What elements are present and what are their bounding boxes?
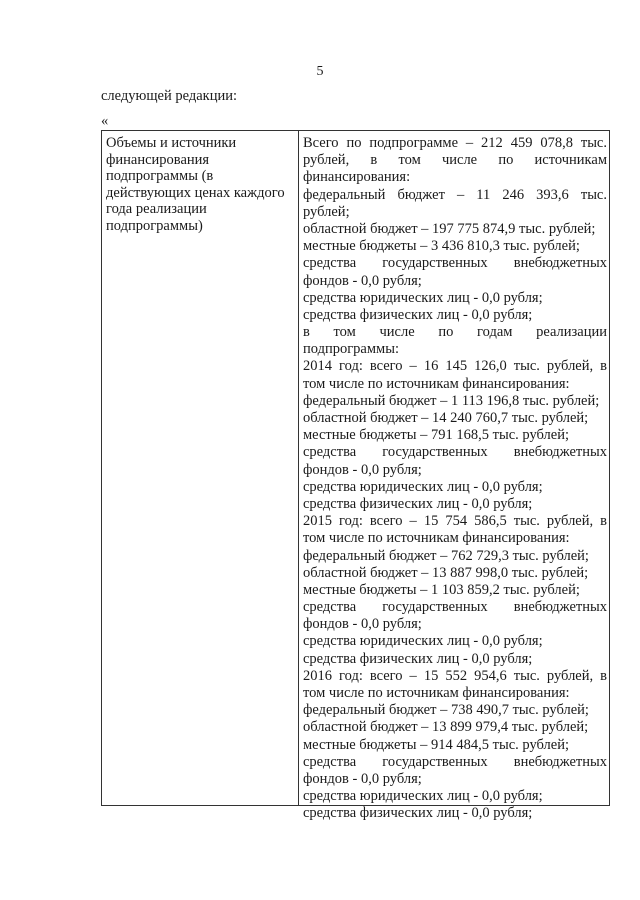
- right-cell-line: рублей;: [303, 203, 350, 220]
- right-cell-line: том числе по источникам финансирования:: [303, 375, 570, 392]
- right-cell-line: подпрограммы:: [303, 341, 399, 358]
- right-cell-line: средства физических лиц - 0,0 рубля;: [303, 306, 533, 323]
- right-cell-line: средства государственных внебюджетных: [303, 255, 607, 272]
- right-cell-line: федеральный бюджет – 762 729,3 тыс. рублей;: [303, 547, 589, 564]
- right-cell-line: местные бюджеты – 791 168,5 тыс. рублей;: [303, 427, 569, 444]
- left-cell-line: действующих ценах каждого: [106, 184, 285, 201]
- left-cell-line: Объемы и источники: [106, 135, 237, 151]
- right-cell-line: 2014 год: всего – 16 145 126,0 тыс. рублей, в: [303, 358, 607, 375]
- right-cell-line: местные бюджеты – 3 436 810,3 тыс. рублей;: [303, 238, 580, 255]
- left-cell-line: года реализации: [106, 201, 207, 217]
- right-cell-line: средства юридических лиц - 0,0 рубля;: [303, 788, 543, 805]
- right-cell-line: средства государственных внебюджетных: [303, 599, 607, 616]
- right-cell-line: фондов - 0,0 рубля;: [303, 616, 422, 633]
- right-cell-line: рублей, в том числе по источникам: [303, 152, 607, 169]
- left-cell-line: финансирования: [106, 151, 210, 168]
- table-right-cell: [303, 135, 607, 823]
- right-cell-line: Всего по подпрограмме – 212 459 078,8 тыс.: [303, 135, 607, 151]
- right-cell-line: 2015 год: всего – 15 754 586,5 тыс. рублей, в: [303, 513, 607, 530]
- right-cell-line: местные бюджеты – 914 484,5 тыс. рублей;: [303, 736, 569, 753]
- right-cell-line: том числе по источникам финансирования:: [303, 685, 570, 701]
- open-quote: «: [101, 113, 109, 129]
- right-cell-line: фондов - 0,0 рубля;: [303, 770, 422, 787]
- right-cell-line: 2016 год: всего – 15 552 954,6 тыс. рублей, в: [303, 667, 607, 684]
- right-cell-line: том числе по источникам финансирования:: [303, 530, 570, 547]
- right-cell-line: областной бюджет – 13 899 979,4 тыс. рублей;: [303, 719, 589, 736]
- right-cell-line: средства юридических лиц - 0,0 рубля;: [303, 478, 543, 495]
- intro-text: следующей редакции:: [101, 88, 238, 104]
- column-divider: [298, 131, 299, 805]
- right-cell-line: областной бюджет – 197 775 874,9 тыс. рублей;: [303, 220, 596, 237]
- right-cell-line: федеральный бюджет – 11 246 393,6 тыс.: [303, 186, 607, 203]
- right-cell-line: в том числе по годам реализации: [303, 324, 607, 341]
- right-cell-line: фондов - 0,0 рубля;: [303, 461, 422, 478]
- right-cell-line: средства государственных внебюджетных: [303, 753, 607, 770]
- right-cell-line: местные бюджеты – 1 103 859,2 тыс. рублей;: [303, 581, 580, 598]
- right-cell-line: федеральный бюджет – 738 490,7 тыс. рублей;: [303, 702, 589, 719]
- right-cell-line: областной бюджет – 13 887 998,0 тыс. рублей;: [303, 564, 589, 581]
- right-cell-line: средства физических лиц - 0,0 рубля;: [303, 495, 533, 512]
- right-cell-line: средства государственных внебюджетных: [303, 444, 607, 461]
- left-cell-line: подпрограммы (в: [106, 168, 214, 184]
- left-cell-line: подпрограммы): [106, 217, 203, 234]
- right-cell-line: средства юридических лиц - 0,0 рубля;: [303, 289, 543, 306]
- right-cell-line: фондов - 0,0 рубля;: [303, 272, 422, 289]
- right-cell-line: федеральный бюджет – 1 113 196,8 тыс. рублей;: [303, 392, 600, 409]
- right-cell-line: средства физических лиц - 0,0 рубля;: [303, 650, 533, 667]
- page-number: 5: [316, 64, 324, 79]
- right-cell-line: финансирования:: [303, 169, 411, 186]
- right-cell-line: средства юридических лиц - 0,0 рубля;: [303, 633, 543, 650]
- table-left-cell: [106, 135, 294, 234]
- right-cell-line: областной бюджет – 14 240 760,7 тыс. рублей;: [303, 410, 589, 426]
- funding-table: [101, 130, 610, 822]
- right-cell-line: средства физических лиц - 0,0 рубля;: [303, 805, 533, 822]
